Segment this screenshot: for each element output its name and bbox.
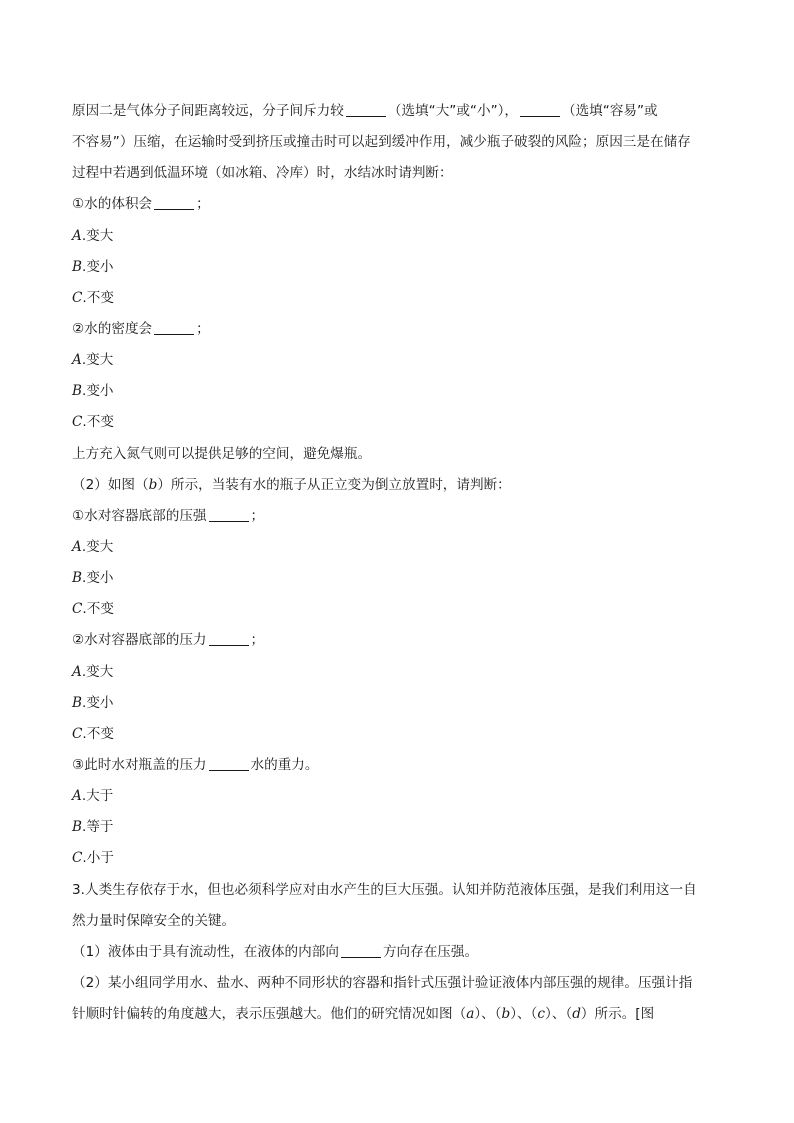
option-a xyxy=(72,781,722,812)
option-text: .不变 xyxy=(82,601,114,618)
option-letter: C xyxy=(72,414,83,431)
option-letter: C xyxy=(72,289,83,306)
text-segment: ）所示，当装有水的瓶子从正立变为倒立放置时，请判断： xyxy=(157,476,511,493)
sub-question xyxy=(72,314,722,345)
question-end: 方向存在压强。 xyxy=(382,943,479,960)
option-c xyxy=(72,283,722,314)
question-end: ； xyxy=(196,320,210,337)
option-text: .变大 xyxy=(81,227,114,244)
option-text: .变小 xyxy=(82,258,114,275)
figure-label: b xyxy=(501,1006,511,1023)
question-stem: （1）液体由于具有流动性，在液体的内部向 xyxy=(72,943,339,960)
option-letter: B xyxy=(72,570,82,587)
text-line xyxy=(72,127,722,158)
text-segment: 不容易”）压缩，在运输时受到挤压或撞击时可以起到缓冲作用，减少瓶子破裂的风险；原因三是在储存 xyxy=(72,134,691,151)
figure-label: a xyxy=(466,1006,475,1023)
option-a xyxy=(72,221,722,252)
text-segment: ）、（ xyxy=(545,1006,573,1023)
text-segment: ）、（ xyxy=(474,1006,502,1023)
option-a xyxy=(72,532,722,563)
option-text: .等于 xyxy=(82,819,114,836)
text-line xyxy=(72,999,722,1030)
option-letter: C xyxy=(72,601,83,618)
sub-question xyxy=(72,501,722,532)
text-segment: 3.人类生存依存于水，但也必须科学应对由水产生的巨大压强。认知并防范液体压强，是我们利用这一自 xyxy=(72,881,697,898)
option-text: .小于 xyxy=(82,850,114,867)
question-part-2 xyxy=(72,470,722,501)
option-a xyxy=(72,657,722,688)
option-b xyxy=(72,688,722,719)
option-letter: A xyxy=(72,352,82,369)
answer-blank xyxy=(154,195,194,210)
option-text: .变小 xyxy=(82,383,114,400)
text-line xyxy=(72,906,722,937)
option-text: .不变 xyxy=(82,414,114,431)
option-text: .不变 xyxy=(82,289,114,306)
answer-blank xyxy=(341,943,381,958)
option-letter: A xyxy=(72,788,82,805)
question-end: ； xyxy=(196,196,210,213)
option-c xyxy=(72,407,722,438)
option-letter: B xyxy=(72,694,82,711)
option-text: .变小 xyxy=(82,694,114,711)
option-letter: B xyxy=(72,258,82,275)
text-segment: （2）如图（ xyxy=(72,476,149,493)
text-line xyxy=(72,96,722,127)
option-c xyxy=(72,719,722,750)
text-segment: （选填“大”或“小”）， xyxy=(387,103,518,119)
question-stem: ①水的体积会 xyxy=(72,196,153,213)
option-letter: A xyxy=(72,663,82,680)
sub-question xyxy=(72,189,722,220)
question-stem: ③此时水对瓶盖的压力 xyxy=(72,756,207,773)
question-end: 水的重力。 xyxy=(250,756,319,773)
question-3-intro xyxy=(72,875,722,906)
option-letter: B xyxy=(72,383,82,400)
option-c xyxy=(72,594,722,625)
option-c xyxy=(72,843,722,874)
option-text: .变小 xyxy=(82,570,114,587)
option-text: .变大 xyxy=(81,352,114,369)
answer-blank xyxy=(209,756,249,771)
option-letter: C xyxy=(72,850,83,867)
text-segment: 原因二是气体分子间距离较远，分子间斥力较 xyxy=(72,103,344,119)
text-segment: 针顺时针偏转的角度越大，表示压强越大。他们的研究情况如图（ xyxy=(72,1006,467,1023)
option-letter: C xyxy=(72,725,83,742)
answer-blank xyxy=(209,507,249,522)
question-stem: ②水对容器底部的压力 xyxy=(72,632,207,649)
text-segment: （选填“容易”或 xyxy=(562,103,658,119)
text-line xyxy=(72,968,722,999)
option-text: .不变 xyxy=(82,725,114,742)
sub-question xyxy=(72,937,722,968)
question-stem: ①水对容器底部的压强 xyxy=(72,507,207,524)
option-letter: A xyxy=(72,227,82,244)
text-segment: 然力量时保障安全的关键。 xyxy=(72,912,236,929)
option-text: .变大 xyxy=(81,538,114,555)
option-b xyxy=(72,376,722,407)
option-text: .变大 xyxy=(81,663,114,680)
question-end: ； xyxy=(250,632,265,649)
figure-label: d xyxy=(572,1006,581,1023)
answer-blank xyxy=(154,320,194,335)
text-segment: 过程中若遇到低温环境（如冰箱、冷库）时，水结冰时请判断： xyxy=(72,165,453,182)
text-segment: （2）某小组同学用水、盐水、两种不同形状的容器和指针式压强计验证液体内部压强的规律。压强计指 xyxy=(72,974,693,991)
text-line xyxy=(72,439,722,470)
option-text: .大于 xyxy=(81,788,114,805)
option-b xyxy=(72,252,722,283)
question-end: ； xyxy=(250,507,265,524)
question-stem: ②水的密度会 xyxy=(72,320,153,337)
option-b xyxy=(72,563,722,594)
answer-blank xyxy=(346,102,386,117)
answer-blank xyxy=(520,102,560,117)
text-segment: 上方充入氮气则可以提供足够的空间，避免爆瓶。 xyxy=(72,445,372,462)
option-a xyxy=(72,345,722,376)
text-segment: ）、（ xyxy=(510,1006,538,1023)
sub-question xyxy=(72,625,722,656)
question-content xyxy=(72,96,722,1030)
text-line xyxy=(72,158,722,189)
text-segment: ）所示。[图 xyxy=(580,1006,655,1023)
option-b xyxy=(72,812,722,843)
answer-blank xyxy=(209,631,249,646)
figure-label: c xyxy=(537,1006,546,1023)
option-letter: B xyxy=(72,819,82,836)
option-letter: A xyxy=(72,538,82,555)
figure-label: b xyxy=(148,476,158,493)
sub-question xyxy=(72,750,722,781)
